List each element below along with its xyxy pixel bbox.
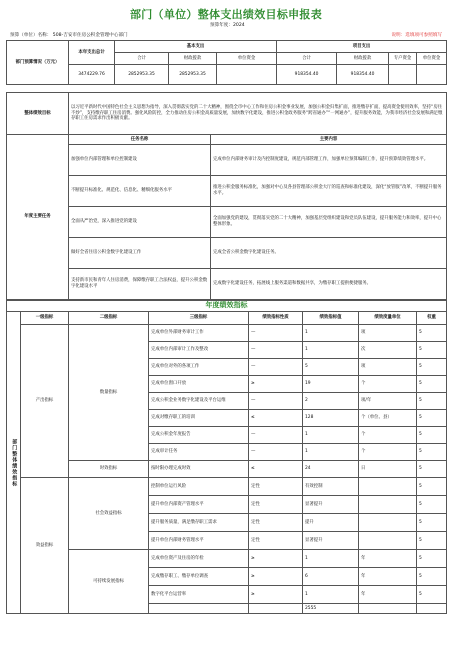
- weight-cell: 5: [417, 410, 447, 427]
- nature-cell: 定性: [249, 532, 303, 550]
- value-cell: 1: [303, 586, 359, 604]
- value-cell: 2: [303, 393, 359, 410]
- value-cell: 128: [303, 410, 359, 427]
- level3-cell: 完成公积金年度报告: [149, 427, 249, 444]
- weight-cell: 5: [417, 376, 447, 393]
- unit-cell: 个: [359, 376, 417, 393]
- value-cell: 24: [303, 461, 359, 478]
- nature-cell: —: [249, 342, 303, 359]
- value-cell: 有效控制: [303, 478, 359, 496]
- level3-cell: 数字化平台运营率: [149, 586, 249, 604]
- nature-cell: —: [249, 359, 303, 376]
- unit-cell: 项: [359, 359, 417, 376]
- level2-social: 社会效益指标: [69, 478, 149, 550]
- total-header: 本年支出总计: [69, 41, 115, 65]
- task-name: 加强单位内部管理和单位控制建设: [69, 145, 211, 176]
- nature-cell: ≤: [249, 461, 303, 478]
- perf-table: [6, 300, 447, 614]
- budget-value: 3474229.76: [69, 65, 115, 85]
- unit-cell: 次: [359, 342, 417, 359]
- weight-cell: 5: [417, 586, 447, 604]
- overview-table: [6, 92, 447, 135]
- level3-cell: 控制单位运行风险: [149, 478, 249, 496]
- budget-year: 预算年度：2024: [210, 23, 245, 28]
- value-cell: 19: [303, 376, 359, 393]
- nature-cell: [249, 604, 303, 614]
- fill-hint: 说明：选填项可参照填写: [391, 33, 442, 38]
- sub-header: 单位资金: [217, 53, 277, 65]
- level3-cell: 完成单位对外的各项工作: [149, 359, 249, 376]
- weight-cell: 5: [417, 393, 447, 410]
- unit-cell: [359, 514, 417, 532]
- budget-value: [417, 65, 447, 85]
- level3-cell: 提升单位内部财务管理水平: [149, 532, 249, 550]
- task-content: 完成单位内部财务审计及内控制度建设，规范内部管理工作，加强单位预算编制工作，提升预算绩效管理水平。: [211, 145, 447, 176]
- value-cell: 1: [303, 325, 359, 342]
- budget-value: 2852953.35: [115, 65, 169, 85]
- perf-header: 二级指标: [69, 312, 149, 325]
- sub-header: 合计: [115, 53, 169, 65]
- department-name: 预算（单位）名称： 508-吉安市住房公积金管理中心部门: [10, 33, 128, 38]
- nature-cell: —: [249, 393, 303, 410]
- weight-cell: 5: [417, 359, 447, 376]
- unit-cell: 项: [359, 325, 417, 342]
- value-cell: 6: [303, 568, 359, 586]
- basic-header: 基本支出: [115, 41, 277, 53]
- budget-value: 918354.40: [277, 65, 337, 85]
- task-content: 全面加强党的建设，贯彻落实党的二十大精神，加强基层党组织建设和党员队伍建设，提升服务能力和效率，提升中心整体形象。: [211, 207, 447, 238]
- nature-cell: —: [249, 444, 303, 461]
- unit-cell: 项/年: [359, 393, 417, 410]
- unit-cell: [359, 478, 417, 496]
- value-cell: 1: [303, 444, 359, 461]
- unit-cell: 年: [359, 586, 417, 604]
- value-cell: 2555: [303, 604, 359, 614]
- weight-cell: 5: [417, 342, 447, 359]
- task-content: 推进公积金服务标准化，加强对中心及各县管理部公积金大厅的巡查和标准化建设，深化“放管服”改革，不断提升服务水平。: [211, 176, 447, 207]
- nature-cell: 定性: [249, 496, 303, 514]
- level3-cell: 完成单位内部审计工作及整改: [149, 342, 249, 359]
- perf-header: 绩效度量单位: [359, 312, 417, 325]
- sub-header: 单位资金: [417, 53, 447, 65]
- budget-value: [389, 65, 417, 85]
- budget-row-label: 部门预算情况（万元）: [7, 41, 69, 85]
- value-cell: 显著提升: [303, 496, 359, 514]
- sub-header: 财政拨款: [337, 53, 389, 65]
- nature-cell: ≥: [249, 568, 303, 586]
- unit-cell: 个: [359, 427, 417, 444]
- nature-cell: —: [249, 427, 303, 444]
- task-name: 做好全省住房公积金数字化建设工作: [69, 238, 211, 269]
- level3-cell: 完成公积金业务数字化建设及平台运维: [149, 393, 249, 410]
- unit-cell: 个: [359, 444, 417, 461]
- tasks-label: 年度主要任务: [7, 135, 69, 300]
- level2-sustainable: 可持续发展指标: [69, 550, 149, 614]
- level2-timeliness: 时效指标: [69, 461, 149, 478]
- unit-cell: [359, 496, 417, 514]
- weight-cell: 5: [417, 514, 447, 532]
- task-name: 支持新市民和青年人住房消费，保障缴存职工合法权益，提升公积金数字化建设水平: [69, 269, 211, 300]
- level2-quantity: 数量指标: [69, 325, 149, 461]
- perf-header: 绩效指标性质: [249, 312, 303, 325]
- nature-cell: ≥: [249, 550, 303, 568]
- perf-header: 权重: [417, 312, 447, 325]
- nature-cell: —: [249, 325, 303, 342]
- unit-cell: [359, 604, 417, 614]
- task-name-header: 任务名称: [69, 135, 211, 145]
- weight-cell: [417, 604, 447, 614]
- weight-cell: 5: [417, 325, 447, 342]
- weight-cell: 5: [417, 532, 447, 550]
- nature-cell: 定性: [249, 514, 303, 532]
- weight-cell: 5: [417, 568, 447, 586]
- form-meta: [10, 22, 442, 38]
- perf-header: 一级指标: [21, 312, 69, 325]
- level3-cell: 完成审计任务: [149, 444, 249, 461]
- level1-output: 产出指标: [21, 325, 69, 478]
- sub-header: 合计: [277, 53, 337, 65]
- sub-header: 财政拨款: [169, 53, 217, 65]
- level3-cell: 完成单位外部财务审计工作: [149, 325, 249, 342]
- value-cell: 1: [303, 342, 359, 359]
- perf-side-label: 部门整体绩效指标: [7, 312, 21, 614]
- level3-cell: 完成单位窗口开放: [149, 376, 249, 393]
- budget-table: [6, 40, 447, 85]
- level3-cell: 提升服务质量，满足缴存职工需求: [149, 514, 249, 532]
- project-header: 项目支出: [277, 41, 447, 53]
- value-cell: 1: [303, 427, 359, 444]
- weight-cell: 5: [417, 478, 447, 496]
- unit-cell: 年: [359, 550, 417, 568]
- form-title: 部门（单位）整体支出绩效目标申报表: [129, 8, 323, 21]
- nature-cell: ≤: [249, 410, 303, 427]
- weight-cell: 5: [417, 461, 447, 478]
- budget-value: [217, 65, 277, 85]
- nature-cell: ≥: [249, 586, 303, 604]
- value-cell: 显著提升: [303, 532, 359, 550]
- budget-value: 2852953.35: [169, 65, 217, 85]
- level3-cell: 完成缴存职工、缴存单位调查: [149, 568, 249, 586]
- perf-header: 三级指标: [149, 312, 249, 325]
- weight-cell: 5: [417, 496, 447, 514]
- level3-cell: 提升单位内部资产管理水平: [149, 496, 249, 514]
- unit-cell: 个（单位、县）: [359, 410, 417, 427]
- task-content: 完成全省公积金数字化建设任务。: [211, 238, 447, 269]
- sub-header: 专户资金: [389, 53, 417, 65]
- weight-cell: 5: [417, 550, 447, 568]
- task-name: 全面从严治党，深入推进党的建设: [69, 207, 211, 238]
- weight-cell: 5: [417, 427, 447, 444]
- level3-cell: [149, 604, 249, 614]
- value-cell: 1: [303, 550, 359, 568]
- level3-cell: 完成对缴存职工的培训: [149, 410, 249, 427]
- nature-cell: ≥: [249, 376, 303, 393]
- perf-section-title: 年度绩效指标: [7, 301, 447, 312]
- unit-cell: 日: [359, 461, 417, 478]
- overview-text: 以习近平新时代中国特色社会主义思想为指导，深入贯彻落实党的二十大精神，围绕全市中心工作和住房公积金事业发展，加强公积金归集扩面，推进缴存扩面，提高资金使用效率，坚持“房住不炒”，支持缴存职工住房消费。强化风险防控，全力推动住房公积金高质量发展，加快数字化建设，推进公积金政务服务“跨省通办”“一网通办”，提升服务效能，为我市经济社会发展和满足缴存职工住房需求作出积极贡献。: [69, 93, 447, 135]
- unit-cell: [359, 532, 417, 550]
- overview-label: 整体绩效目标: [7, 93, 69, 135]
- level1-benefit: 效益指标: [21, 478, 69, 614]
- weight-cell: 5: [417, 444, 447, 461]
- value-cell: 提升: [303, 514, 359, 532]
- level3-cell: 按时限办理完成时效: [149, 461, 249, 478]
- value-cell: 5: [303, 359, 359, 376]
- tasks-table: [6, 134, 447, 300]
- unit-cell: 年: [359, 568, 417, 586]
- nature-cell: 定性: [249, 478, 303, 496]
- task-name: 不断提升标准化、规范化、信息化、精细化服务水平: [69, 176, 211, 207]
- perf-header: 绩效指标值: [303, 312, 359, 325]
- budget-value: 918354.40: [337, 65, 389, 85]
- task-content: 完成数字化建设任务，拓展线上服务渠道和数据共享，为缴存职工提供便捷服务。: [211, 269, 447, 300]
- level3-cell: 完成单位资产及住房的年检: [149, 550, 249, 568]
- task-content-header: 主要内容: [211, 135, 447, 145]
